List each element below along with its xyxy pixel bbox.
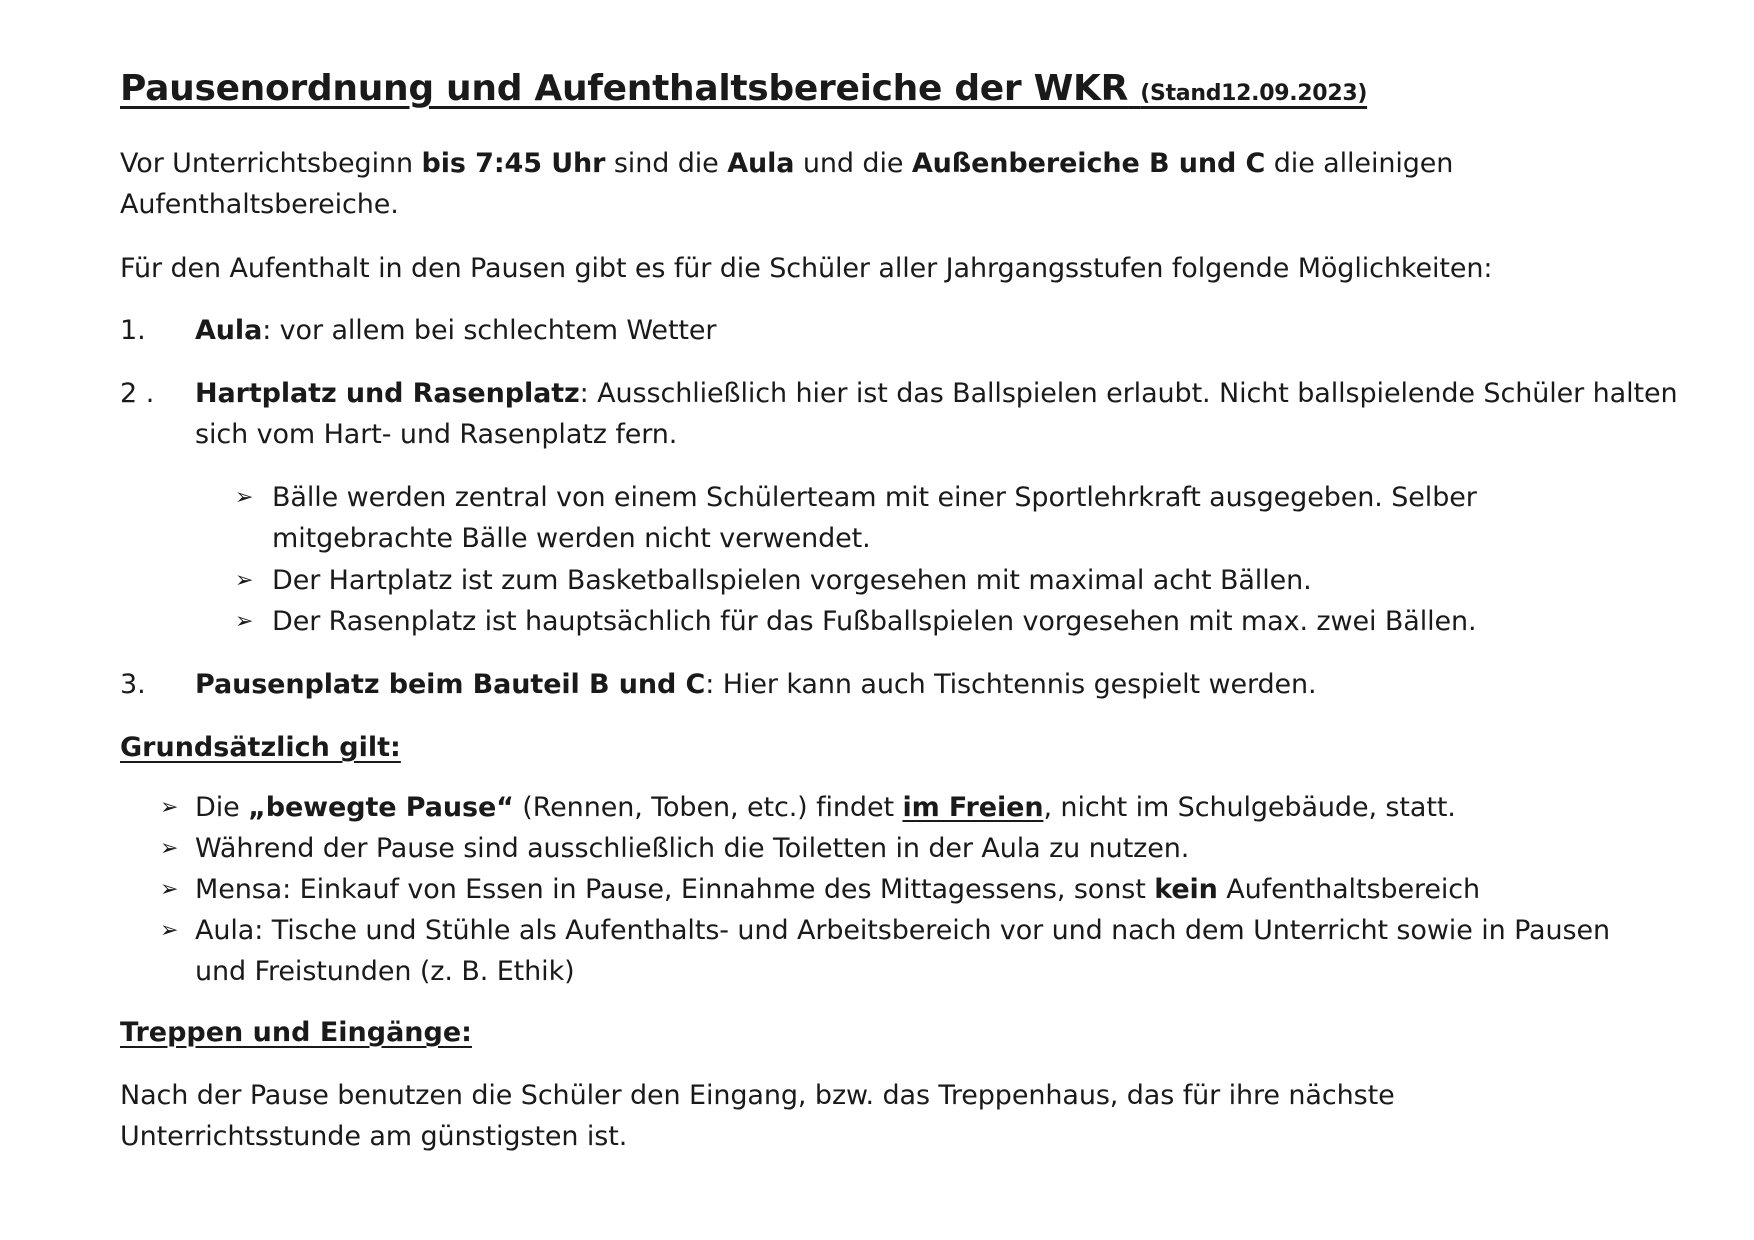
intro-line-1 [120, 143, 1453, 184]
arrow-bullet-icon: ➢ [160, 795, 179, 820]
intro-text: und die [794, 148, 912, 179]
sub-bullet-2: Der Hartplatz ist zum Basketballspielen vorgesehen mit maximal acht Bällen. [272, 565, 1312, 596]
arrow-bullet-icon: ➢ [160, 836, 179, 861]
lead-paragraph: Für den Aufenthalt in den Pausen gibt es für die Schüler aller Jahrgangsstufen folgende Möglichkeiten: [120, 253, 1493, 284]
item-2-number: 2 . [120, 378, 155, 409]
rule-bullet-2: Während der Pause sind ausschließlich die Toiletten in der Aula zu nutzen. [195, 833, 1190, 864]
arrow-bullet-icon: ➢ [160, 877, 179, 902]
rule-text: , nicht im Schulgebäude, statt. [1043, 792, 1456, 823]
rule-text: (Rennen, Toben, etc.) findet [513, 792, 903, 823]
intro-time: bis 7:45 Uhr [421, 148, 606, 179]
item-3-text: : Hier kann auch Tischtennis gespielt werden. [705, 669, 1317, 700]
item-3 [195, 664, 1317, 705]
rule-text: Mensa: Einkauf von Essen in Pause, Einnahme des Mittagessens, sonst [195, 874, 1155, 905]
arrow-bullet-icon: ➢ [160, 918, 179, 943]
arrow-bullet-icon: ➢ [235, 485, 254, 510]
treppen-heading: Treppen und Eingänge: [120, 1017, 472, 1048]
arrow-bullet-icon: ➢ [235, 609, 254, 634]
item-2-continuation: sich vom Hart- und Rasenplatz fern. [195, 419, 678, 450]
arrow-bullet-icon: ➢ [235, 568, 254, 593]
sub-bullet-1-line-2: mitgebrachte Bälle werden nicht verwendet. [272, 523, 871, 554]
item-3-label: Pausenplatz beim Bauteil B und C [195, 669, 706, 700]
rule-bullet-4-line-1: Aula: Tische und Stühle als Aufenthalts- und Arbeitsbereich vor und nach dem Unterricht sowie in Pausen [195, 915, 1611, 946]
item-1-number: 1. [120, 315, 146, 346]
title-main: Pausenordnung und Aufenthaltsbereiche der WKR [120, 68, 1129, 109]
item-3-number: 3. [120, 669, 146, 700]
intro-aula: Aula [727, 148, 795, 179]
sub-bullet-3: Der Rasenplatz ist hauptsächlich für das Fußballspielen vorgesehen mit max. zwei Bällen. [272, 606, 1477, 637]
item-1-label: Aula [195, 315, 263, 346]
rule-bullet-3 [195, 869, 1480, 910]
intro-text: Vor Unterrichtsbeginn [120, 148, 422, 179]
grundsaetzlich-heading: Grundsätzlich gilt: [120, 732, 401, 763]
rule-im-freien: im Freien [902, 792, 1044, 823]
item-2-label: Hartplatz und Rasenplatz [195, 378, 580, 409]
intro-line-2: Aufenthaltsbereiche. [120, 189, 399, 220]
page-title [120, 68, 1367, 109]
rule-bullet-1 [195, 787, 1456, 828]
rule-bewegte-pause: „bewegte Pause“ [248, 792, 514, 823]
intro-text: sind die [605, 148, 728, 179]
intro-aussenbereiche: Außenbereiche B und C [911, 148, 1266, 179]
rule-kein: kein [1154, 874, 1218, 905]
item-1-text: : vor allem bei schlechtem Wetter [262, 315, 717, 346]
item-1 [195, 310, 716, 351]
treppen-line-1: Nach der Pause benutzen die Schüler den Eingang, bzw. das Treppenhaus, das für ihre nächste [120, 1080, 1395, 1111]
rule-text: Aufenthaltsbereich [1217, 874, 1481, 905]
item-2-text: : Ausschließlich hier ist das Ballspielen erlaubt. Nicht ballspielende Schüler halten [579, 378, 1678, 409]
intro-text: die alleinigen [1265, 148, 1454, 179]
title-stand-date: (Stand12.09.2023) [1140, 81, 1368, 106]
item-2 [195, 373, 1678, 414]
rule-bullet-4-line-2: und Freistunden (z. B. Ethik) [195, 956, 575, 987]
rule-text: Die [195, 792, 249, 823]
sub-bullet-1-line-1: Bälle werden zentral von einem Schülerteam mit einer Sportlehrkraft ausgegeben. Selber [272, 482, 1477, 513]
treppen-line-2: Unterrichtsstunde am günstigsten ist. [120, 1121, 628, 1152]
